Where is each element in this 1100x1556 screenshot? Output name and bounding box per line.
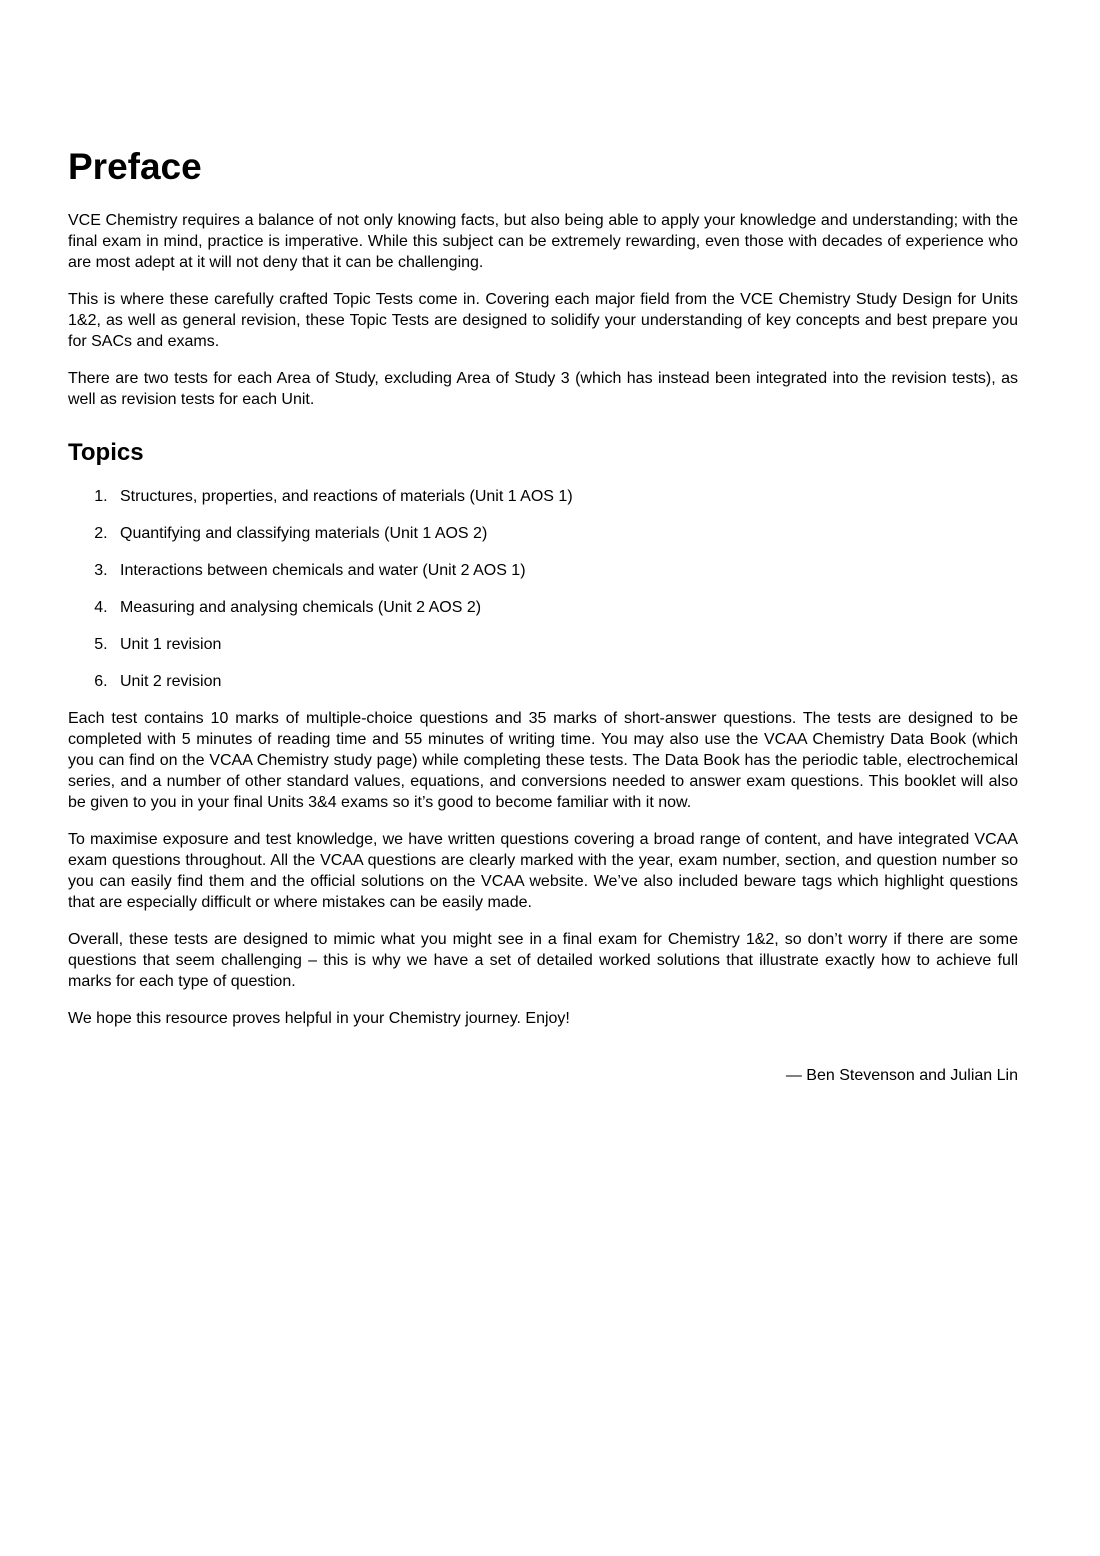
intro-paragraph-1: VCE Chemistry requires a balance of not only knowing facts, but also being able to apply your knowledge and understanding; with the final exam in mind, practice is imperative. While this subject can be extremely rewarding, even those with decades of experience who are most adept at it will not deny that it can be challenging. [68,212,1018,271]
topics-list [68,486,1018,692]
intro-paragraph-2: This is where these carefully crafted Topic Tests come in. Covering each major field from the VCE Chemistry Study Design for Units 1&2, as well as general revision, these Topic Tests are designed to solidify your understanding of key concepts and best prepare you for SACs and exams. [68,291,1018,350]
closing-paragraph-3: Overall, these tests are designed to mimic what you might see in a final exam for Chemistry 1&2, so don’t worry if there are some questions that seem challenging – this is why we have a set of detailed worked solutions that illustrate exactly how to achieve full marks for each type of question. [68,931,1018,990]
topic-item-1: 1. Structures, properties, and reactions of materials (Unit 1 AOS 1) [112,486,1018,507]
topic-item-4: 4. Measuring and analysing chemicals (Unit 2 AOS 2) [112,597,1018,618]
intro-paragraph-3: There are two tests for each Area of Study, excluding Area of Study 3 (which has instead been integrated into the revision tests), as well as revision tests for each Unit. [68,370,1018,408]
topic-item-2: 2. Quantifying and classifying materials (Unit 1 AOS 2) [112,523,1018,544]
closing-paragraph-4: We hope this resource proves helpful in your Chemistry journey. Enjoy! [68,1010,570,1027]
page-title: Preface [68,146,202,187]
topic-item-6: 6. Unit 2 revision [112,671,1018,692]
closing-paragraph-1: Each test contains 10 marks of multiple-choice questions and 35 marks of short-answer questions. The tests are designed to be completed with 5 minutes of reading time and 55 minutes of writing time. You may also use the VCAA Chemistry Data Book (which you can find on the VCAA Chemistry study page) while completing these tests. The Data Book has the periodic table, electrochemical series, and a number of other standard values, equations, and conversions needed to answer exam questions. This booklet will also be given to you in your final Units 3&4 exams so it’s good to become familiar with it now. [68,710,1018,811]
attribution-line: — Ben Stevenson and Julian Lin [785,1067,1018,1084]
topic-item-3: 3. Interactions between chemicals and water (Unit 2 AOS 1) [112,560,1018,581]
topic-item-5: 5. Unit 1 revision [112,634,1018,655]
closing-paragraph-2: To maximise exposure and test knowledge, we have written questions covering a broad range of content, and have integrated VCAA exam questions throughout. All the VCAA questions are clearly marked with the year, exam number, section, and question number so you can easily find them and the official solutions on the VCAA website. We’ve also included beware tags which highlight questions that are especially difficult or where mistakes can be easily made. [68,831,1018,911]
topics-heading: Topics [68,439,144,466]
